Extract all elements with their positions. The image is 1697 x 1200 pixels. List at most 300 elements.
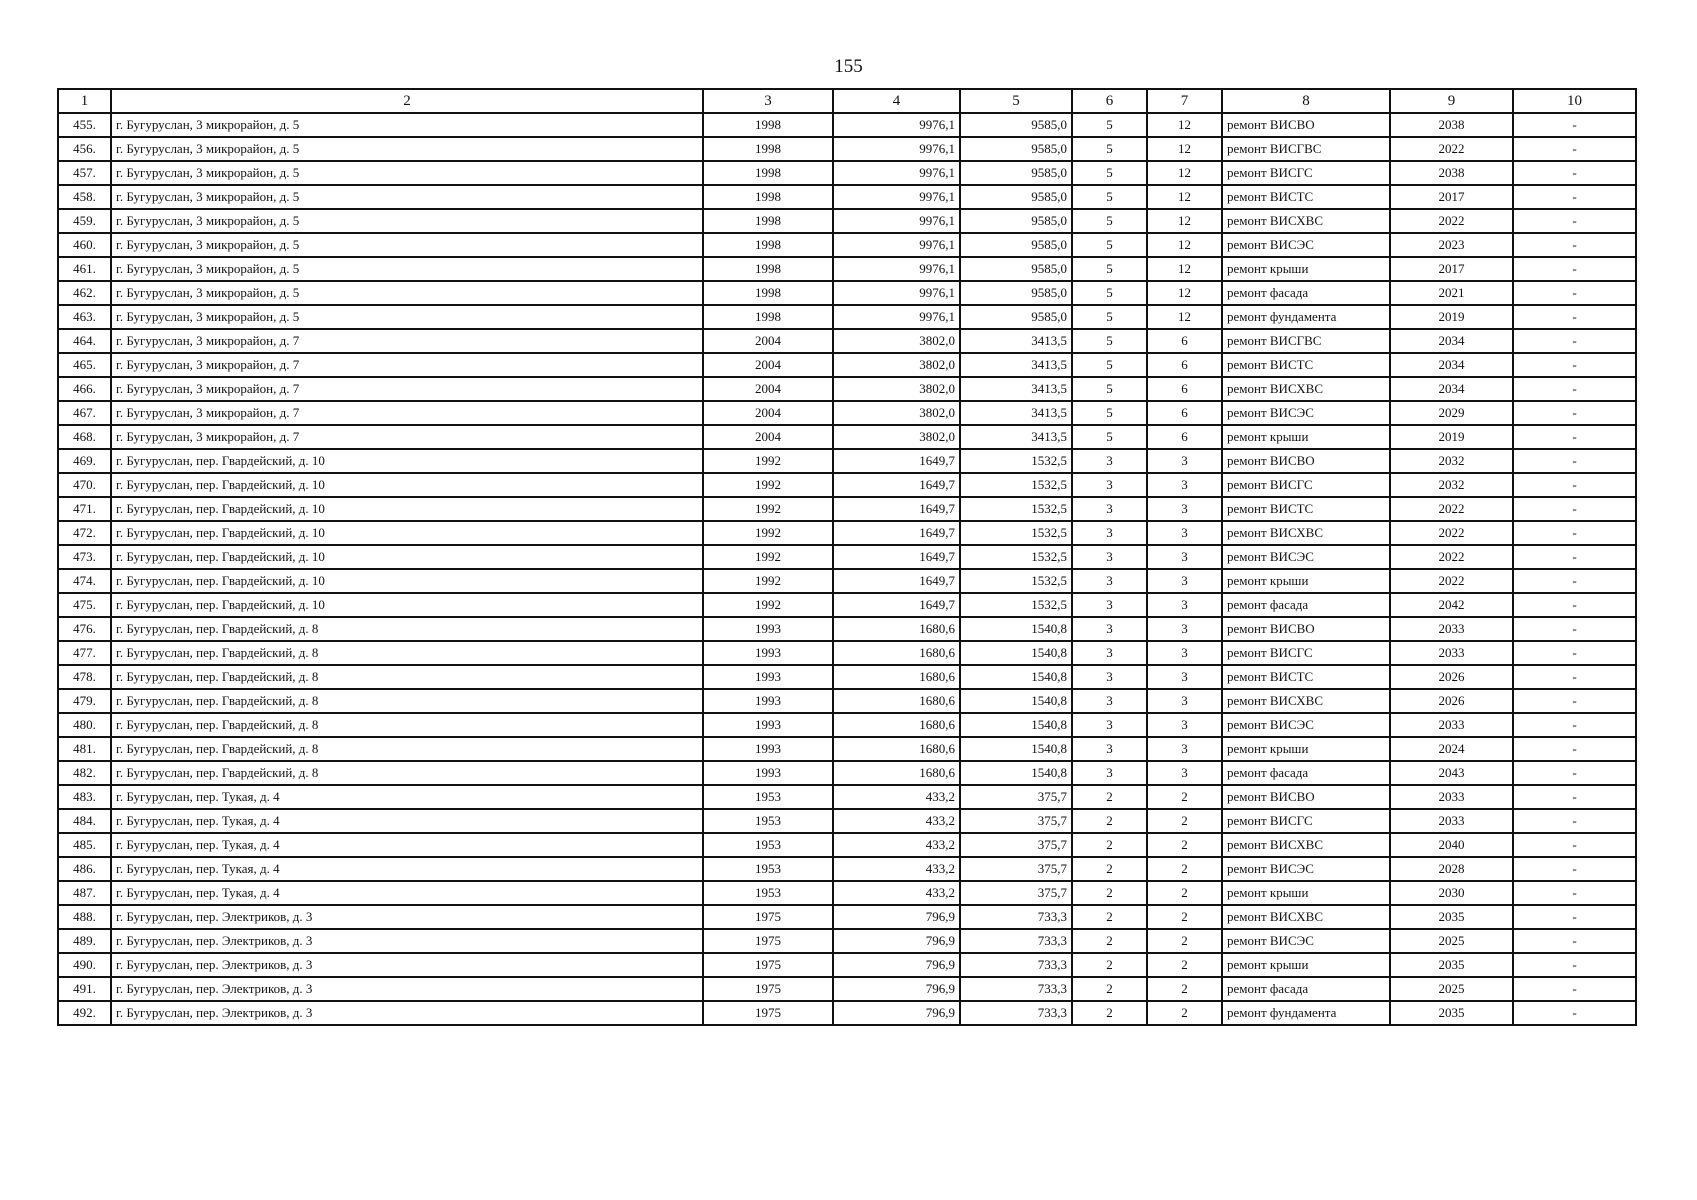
cell-work-type: ремонт ВИСТС — [1222, 497, 1390, 521]
cell-living-area: 733,3 — [960, 929, 1072, 953]
cell-units: 2 — [1147, 881, 1222, 905]
table-row — [58, 665, 1636, 689]
cell-floors: 3 — [1072, 449, 1147, 473]
cell-floors: 2 — [1072, 809, 1147, 833]
cell-row-number: 490. — [58, 953, 111, 977]
cell-planned-year: 2022 — [1390, 137, 1513, 161]
table-row — [58, 545, 1636, 569]
cell-note: - — [1513, 689, 1636, 713]
cell-living-area: 375,7 — [960, 785, 1072, 809]
cell-note: - — [1513, 905, 1636, 929]
cell-units: 6 — [1147, 425, 1222, 449]
cell-planned-year: 2019 — [1390, 305, 1513, 329]
cell-year-built: 1998 — [703, 113, 833, 137]
cell-total-area: 1649,7 — [833, 569, 960, 593]
cell-total-area: 1680,6 — [833, 737, 960, 761]
column-header-6: 6 — [1072, 89, 1147, 113]
cell-units: 3 — [1147, 713, 1222, 737]
table-row — [58, 953, 1636, 977]
cell-total-area: 1680,6 — [833, 665, 960, 689]
cell-units: 3 — [1147, 473, 1222, 497]
cell-address: г. Бугуруслан, пер. Электриков, д. 3 — [111, 1001, 703, 1025]
cell-address: г. Бугуруслан, 3 микрорайон, д. 5 — [111, 137, 703, 161]
cell-work-type: ремонт фундамента — [1222, 1001, 1390, 1025]
cell-units: 6 — [1147, 353, 1222, 377]
cell-total-area: 3802,0 — [833, 329, 960, 353]
cell-note: - — [1513, 809, 1636, 833]
cell-floors: 5 — [1072, 353, 1147, 377]
cell-planned-year: 2032 — [1390, 473, 1513, 497]
cell-year-built: 1992 — [703, 569, 833, 593]
cell-address: г. Бугуруслан, пер. Гвардейский, д. 8 — [111, 641, 703, 665]
cell-planned-year: 2033 — [1390, 785, 1513, 809]
repair-schedule-table — [57, 88, 1637, 1026]
cell-total-area: 1649,7 — [833, 473, 960, 497]
column-header-7: 7 — [1147, 89, 1222, 113]
cell-address: г. Бугуруслан, 3 микрорайон, д. 5 — [111, 305, 703, 329]
cell-total-area: 9976,1 — [833, 113, 960, 137]
cell-address: г. Бугуруслан, пер. Тукая, д. 4 — [111, 785, 703, 809]
cell-address: г. Бугуруслан, пер. Гвардейский, д. 8 — [111, 665, 703, 689]
cell-floors: 3 — [1072, 713, 1147, 737]
cell-living-area: 1540,8 — [960, 713, 1072, 737]
cell-units: 3 — [1147, 545, 1222, 569]
cell-total-area: 9976,1 — [833, 209, 960, 233]
cell-row-number: 484. — [58, 809, 111, 833]
cell-work-type: ремонт фасада — [1222, 281, 1390, 305]
cell-work-type: ремонт ВИСГС — [1222, 641, 1390, 665]
cell-total-area: 1680,6 — [833, 617, 960, 641]
cell-planned-year: 2022 — [1390, 545, 1513, 569]
cell-note: - — [1513, 929, 1636, 953]
cell-planned-year: 2025 — [1390, 929, 1513, 953]
cell-note: - — [1513, 449, 1636, 473]
cell-work-type: ремонт ВИСХВС — [1222, 905, 1390, 929]
cell-year-built: 1992 — [703, 521, 833, 545]
cell-planned-year: 2038 — [1390, 113, 1513, 137]
cell-total-area: 1649,7 — [833, 449, 960, 473]
cell-work-type: ремонт фасада — [1222, 761, 1390, 785]
cell-work-type: ремонт ВИСВО — [1222, 617, 1390, 641]
cell-total-area: 1649,7 — [833, 497, 960, 521]
page-number: 155 — [834, 56, 863, 77]
cell-work-type: ремонт ВИСХВС — [1222, 209, 1390, 233]
table-row — [58, 209, 1636, 233]
cell-living-area: 733,3 — [960, 953, 1072, 977]
cell-floors: 2 — [1072, 905, 1147, 929]
cell-floors: 3 — [1072, 737, 1147, 761]
cell-units: 3 — [1147, 569, 1222, 593]
cell-living-area: 1540,8 — [960, 665, 1072, 689]
cell-living-area: 9585,0 — [960, 137, 1072, 161]
table-row — [58, 977, 1636, 1001]
cell-address: г. Бугуруслан, пер. Гвардейский, д. 10 — [111, 497, 703, 521]
cell-floors: 2 — [1072, 953, 1147, 977]
cell-row-number: 477. — [58, 641, 111, 665]
cell-total-area: 796,9 — [833, 953, 960, 977]
table-row — [58, 857, 1636, 881]
cell-living-area: 1532,5 — [960, 545, 1072, 569]
cell-floors: 2 — [1072, 977, 1147, 1001]
column-header-1: 1 — [58, 89, 111, 113]
cell-units: 12 — [1147, 185, 1222, 209]
cell-address: г. Бугуруслан, пер. Электриков, д. 3 — [111, 977, 703, 1001]
cell-planned-year: 2035 — [1390, 1001, 1513, 1025]
cell-address: г. Бугуруслан, пер. Гвардейский, д. 8 — [111, 689, 703, 713]
cell-year-built: 1993 — [703, 761, 833, 785]
cell-living-area: 9585,0 — [960, 113, 1072, 137]
table-row — [58, 593, 1636, 617]
cell-note: - — [1513, 113, 1636, 137]
cell-planned-year: 2017 — [1390, 185, 1513, 209]
cell-floors: 5 — [1072, 185, 1147, 209]
cell-year-built: 1998 — [703, 137, 833, 161]
cell-note: - — [1513, 833, 1636, 857]
cell-living-area: 1540,8 — [960, 689, 1072, 713]
table-row — [58, 353, 1636, 377]
cell-note: - — [1513, 761, 1636, 785]
cell-planned-year: 2019 — [1390, 425, 1513, 449]
cell-row-number: 470. — [58, 473, 111, 497]
cell-floors: 3 — [1072, 521, 1147, 545]
cell-units: 12 — [1147, 305, 1222, 329]
cell-year-built: 1953 — [703, 857, 833, 881]
cell-living-area: 3413,5 — [960, 425, 1072, 449]
cell-address: г. Бугуруслан, пер. Электриков, д. 3 — [111, 905, 703, 929]
cell-address: г. Бугуруслан, пер. Гвардейский, д. 10 — [111, 569, 703, 593]
cell-work-type: ремонт ВИСВО — [1222, 449, 1390, 473]
cell-units: 12 — [1147, 281, 1222, 305]
cell-planned-year: 2025 — [1390, 977, 1513, 1001]
cell-note: - — [1513, 329, 1636, 353]
cell-address: г. Бугуруслан, пер. Тукая, д. 4 — [111, 809, 703, 833]
cell-year-built: 1992 — [703, 449, 833, 473]
cell-living-area: 1532,5 — [960, 569, 1072, 593]
cell-address: г. Бугуруслан, 3 микрорайон, д. 7 — [111, 425, 703, 449]
column-header-10: 10 — [1513, 89, 1636, 113]
cell-address: г. Бугуруслан, пер. Электриков, д. 3 — [111, 929, 703, 953]
cell-planned-year: 2017 — [1390, 257, 1513, 281]
cell-note: - — [1513, 593, 1636, 617]
cell-note: - — [1513, 665, 1636, 689]
cell-row-number: 475. — [58, 593, 111, 617]
cell-year-built: 1975 — [703, 1001, 833, 1025]
cell-row-number: 455. — [58, 113, 111, 137]
cell-units: 3 — [1147, 665, 1222, 689]
cell-row-number: 476. — [58, 617, 111, 641]
cell-row-number: 456. — [58, 137, 111, 161]
cell-work-type: ремонт ВИСГС — [1222, 809, 1390, 833]
cell-address: г. Бугуруслан, пер. Гвардейский, д. 10 — [111, 449, 703, 473]
cell-year-built: 2004 — [703, 401, 833, 425]
cell-floors: 5 — [1072, 425, 1147, 449]
cell-living-area: 1540,8 — [960, 617, 1072, 641]
cell-row-number: 460. — [58, 233, 111, 257]
cell-address: г. Бугуруслан, 3 микрорайон, д. 5 — [111, 281, 703, 305]
cell-row-number: 466. — [58, 377, 111, 401]
cell-floors: 5 — [1072, 113, 1147, 137]
cell-address: г. Бугуруслан, пер. Гвардейский, д. 10 — [111, 593, 703, 617]
cell-note: - — [1513, 473, 1636, 497]
cell-work-type: ремонт ВИСХВС — [1222, 833, 1390, 857]
cell-total-area: 796,9 — [833, 977, 960, 1001]
cell-row-number: 483. — [58, 785, 111, 809]
cell-planned-year: 2034 — [1390, 353, 1513, 377]
cell-work-type: ремонт ВИСЭС — [1222, 713, 1390, 737]
table-row — [58, 809, 1636, 833]
cell-units: 12 — [1147, 257, 1222, 281]
cell-units: 2 — [1147, 857, 1222, 881]
cell-total-area: 9976,1 — [833, 257, 960, 281]
cell-work-type: ремонт ВИСХВС — [1222, 521, 1390, 545]
table-row — [58, 449, 1636, 473]
cell-floors: 3 — [1072, 665, 1147, 689]
cell-work-type: ремонт ВИСЭС — [1222, 545, 1390, 569]
cell-floors: 3 — [1072, 593, 1147, 617]
cell-units: 12 — [1147, 137, 1222, 161]
cell-work-type: ремонт ВИСГВС — [1222, 329, 1390, 353]
cell-units: 3 — [1147, 761, 1222, 785]
cell-row-number: 468. — [58, 425, 111, 449]
cell-total-area: 1649,7 — [833, 521, 960, 545]
cell-units: 12 — [1147, 209, 1222, 233]
cell-total-area: 1680,6 — [833, 713, 960, 737]
cell-units: 12 — [1147, 161, 1222, 185]
cell-living-area: 1532,5 — [960, 449, 1072, 473]
table-row — [58, 473, 1636, 497]
cell-planned-year: 2042 — [1390, 593, 1513, 617]
cell-address: г. Бугуруслан, пер. Гвардейский, д. 8 — [111, 737, 703, 761]
cell-work-type: ремонт ВИСВО — [1222, 785, 1390, 809]
cell-floors: 5 — [1072, 257, 1147, 281]
cell-address: г. Бугуруслан, 3 микрорайон, д. 7 — [111, 377, 703, 401]
cell-row-number: 465. — [58, 353, 111, 377]
cell-units: 3 — [1147, 593, 1222, 617]
table-row — [58, 113, 1636, 137]
cell-floors: 5 — [1072, 377, 1147, 401]
table-row — [58, 233, 1636, 257]
cell-address: г. Бугуруслан, пер. Гвардейский, д. 8 — [111, 617, 703, 641]
column-header-9: 9 — [1390, 89, 1513, 113]
cell-units: 2 — [1147, 953, 1222, 977]
cell-total-area: 433,2 — [833, 785, 960, 809]
table-row — [58, 401, 1636, 425]
cell-living-area: 9585,0 — [960, 161, 1072, 185]
cell-note: - — [1513, 617, 1636, 641]
table-row — [58, 881, 1636, 905]
cell-planned-year: 2040 — [1390, 833, 1513, 857]
column-header-2: 2 — [111, 89, 703, 113]
cell-row-number: 457. — [58, 161, 111, 185]
table-row — [58, 641, 1636, 665]
cell-work-type: ремонт ВИСВО — [1222, 113, 1390, 137]
cell-row-number: 478. — [58, 665, 111, 689]
cell-year-built: 1993 — [703, 689, 833, 713]
cell-year-built: 2004 — [703, 353, 833, 377]
cell-living-area: 9585,0 — [960, 185, 1072, 209]
cell-work-type: ремонт ВИСТС — [1222, 353, 1390, 377]
cell-work-type: ремонт ВИСТС — [1222, 665, 1390, 689]
cell-floors: 3 — [1072, 689, 1147, 713]
cell-row-number: 459. — [58, 209, 111, 233]
column-header-5: 5 — [960, 89, 1072, 113]
cell-units: 3 — [1147, 689, 1222, 713]
cell-work-type: ремонт крыши — [1222, 425, 1390, 449]
cell-row-number: 463. — [58, 305, 111, 329]
cell-address: г. Бугуруслан, 3 микрорайон, д. 5 — [111, 257, 703, 281]
cell-work-type: ремонт ВИСЭС — [1222, 401, 1390, 425]
cell-year-built: 1998 — [703, 281, 833, 305]
cell-floors: 3 — [1072, 545, 1147, 569]
cell-living-area: 375,7 — [960, 857, 1072, 881]
cell-living-area: 1532,5 — [960, 521, 1072, 545]
table-row — [58, 329, 1636, 353]
cell-address: г. Бугуруслан, пер. Гвардейский, д. 8 — [111, 761, 703, 785]
cell-note: - — [1513, 881, 1636, 905]
cell-planned-year: 2038 — [1390, 161, 1513, 185]
cell-total-area: 3802,0 — [833, 377, 960, 401]
cell-living-area: 3413,5 — [960, 401, 1072, 425]
cell-floors: 2 — [1072, 1001, 1147, 1025]
cell-living-area: 375,7 — [960, 809, 1072, 833]
cell-total-area: 9976,1 — [833, 185, 960, 209]
cell-living-area: 9585,0 — [960, 281, 1072, 305]
cell-units: 2 — [1147, 1001, 1222, 1025]
cell-work-type: ремонт крыши — [1222, 953, 1390, 977]
column-header-4: 4 — [833, 89, 960, 113]
table-row — [58, 737, 1636, 761]
table-row — [58, 377, 1636, 401]
cell-units: 2 — [1147, 929, 1222, 953]
cell-year-built: 1953 — [703, 809, 833, 833]
cell-floors: 3 — [1072, 569, 1147, 593]
cell-address: г. Бугуруслан, пер. Гвардейский, д. 10 — [111, 545, 703, 569]
table-row — [58, 929, 1636, 953]
table-row — [58, 689, 1636, 713]
cell-year-built: 1992 — [703, 473, 833, 497]
cell-note: - — [1513, 785, 1636, 809]
cell-planned-year: 2023 — [1390, 233, 1513, 257]
cell-floors: 3 — [1072, 761, 1147, 785]
cell-work-type: ремонт крыши — [1222, 257, 1390, 281]
cell-year-built: 1998 — [703, 161, 833, 185]
cell-row-number: 488. — [58, 905, 111, 929]
cell-year-built: 1953 — [703, 785, 833, 809]
cell-living-area: 1532,5 — [960, 473, 1072, 497]
cell-note: - — [1513, 737, 1636, 761]
cell-planned-year: 2024 — [1390, 737, 1513, 761]
cell-planned-year: 2043 — [1390, 761, 1513, 785]
cell-work-type: ремонт ВИСЭС — [1222, 929, 1390, 953]
cell-year-built: 1992 — [703, 545, 833, 569]
cell-address: г. Бугуруслан, пер. Электриков, д. 3 — [111, 953, 703, 977]
cell-address: г. Бугуруслан, 3 микрорайон, д. 7 — [111, 353, 703, 377]
cell-row-number: 486. — [58, 857, 111, 881]
cell-living-area: 3413,5 — [960, 329, 1072, 353]
cell-row-number: 474. — [58, 569, 111, 593]
cell-living-area: 9585,0 — [960, 305, 1072, 329]
cell-address: г. Бугуруслан, пер. Тукая, д. 4 — [111, 833, 703, 857]
table-row — [58, 185, 1636, 209]
cell-floors: 5 — [1072, 281, 1147, 305]
cell-note: - — [1513, 377, 1636, 401]
cell-planned-year: 2032 — [1390, 449, 1513, 473]
cell-year-built: 1953 — [703, 881, 833, 905]
cell-address: г. Бугуруслан, пер. Тукая, д. 4 — [111, 857, 703, 881]
cell-living-area: 1540,8 — [960, 737, 1072, 761]
cell-address: г. Бугуруслан, 3 микрорайон, д. 5 — [111, 161, 703, 185]
cell-living-area: 375,7 — [960, 833, 1072, 857]
cell-planned-year: 2022 — [1390, 497, 1513, 521]
cell-living-area: 1540,8 — [960, 761, 1072, 785]
table-header-row — [58, 89, 1636, 113]
cell-units: 6 — [1147, 401, 1222, 425]
cell-address: г. Бугуруслан, пер. Тукая, д. 4 — [111, 881, 703, 905]
cell-note: - — [1513, 425, 1636, 449]
cell-row-number: 492. — [58, 1001, 111, 1025]
cell-year-built: 1998 — [703, 257, 833, 281]
cell-note: - — [1513, 713, 1636, 737]
cell-work-type: ремонт ВИСЭС — [1222, 857, 1390, 881]
cell-units: 2 — [1147, 809, 1222, 833]
cell-address: г. Бугуруслан, пер. Гвардейский, д. 10 — [111, 521, 703, 545]
cell-floors: 2 — [1072, 785, 1147, 809]
cell-year-built: 1975 — [703, 929, 833, 953]
cell-living-area: 9585,0 — [960, 257, 1072, 281]
cell-row-number: 464. — [58, 329, 111, 353]
cell-year-built: 1993 — [703, 737, 833, 761]
cell-row-number: 471. — [58, 497, 111, 521]
cell-planned-year: 2021 — [1390, 281, 1513, 305]
cell-address: г. Бугуруслан, пер. Гвардейский, д. 8 — [111, 713, 703, 737]
table-row — [58, 497, 1636, 521]
cell-note: - — [1513, 233, 1636, 257]
cell-row-number: 461. — [58, 257, 111, 281]
table-row — [58, 137, 1636, 161]
cell-note: - — [1513, 281, 1636, 305]
cell-floors: 5 — [1072, 161, 1147, 185]
cell-units: 12 — [1147, 233, 1222, 257]
cell-planned-year: 2029 — [1390, 401, 1513, 425]
cell-floors: 2 — [1072, 833, 1147, 857]
cell-address: г. Бугуруслан, 3 микрорайон, д. 5 — [111, 209, 703, 233]
cell-address: г. Бугуруслан, 3 микрорайон, д. 5 — [111, 185, 703, 209]
cell-work-type: ремонт ВИСХВС — [1222, 689, 1390, 713]
cell-living-area: 1532,5 — [960, 497, 1072, 521]
cell-work-type: ремонт крыши — [1222, 881, 1390, 905]
cell-total-area: 9976,1 — [833, 233, 960, 257]
table-row — [58, 305, 1636, 329]
column-header-3: 3 — [703, 89, 833, 113]
cell-floors: 3 — [1072, 497, 1147, 521]
column-header-8: 8 — [1222, 89, 1390, 113]
cell-living-area: 733,3 — [960, 1001, 1072, 1025]
cell-year-built: 1992 — [703, 497, 833, 521]
cell-year-built: 2004 — [703, 425, 833, 449]
cell-address: г. Бугуруслан, пер. Гвардейский, д. 10 — [111, 473, 703, 497]
cell-row-number: 472. — [58, 521, 111, 545]
cell-planned-year: 2035 — [1390, 905, 1513, 929]
cell-total-area: 3802,0 — [833, 425, 960, 449]
cell-total-area: 433,2 — [833, 857, 960, 881]
cell-year-built: 1998 — [703, 185, 833, 209]
cell-total-area: 3802,0 — [833, 401, 960, 425]
cell-units: 2 — [1147, 785, 1222, 809]
cell-work-type: ремонт фасада — [1222, 593, 1390, 617]
cell-units: 3 — [1147, 737, 1222, 761]
cell-units: 12 — [1147, 113, 1222, 137]
table-row — [58, 713, 1636, 737]
